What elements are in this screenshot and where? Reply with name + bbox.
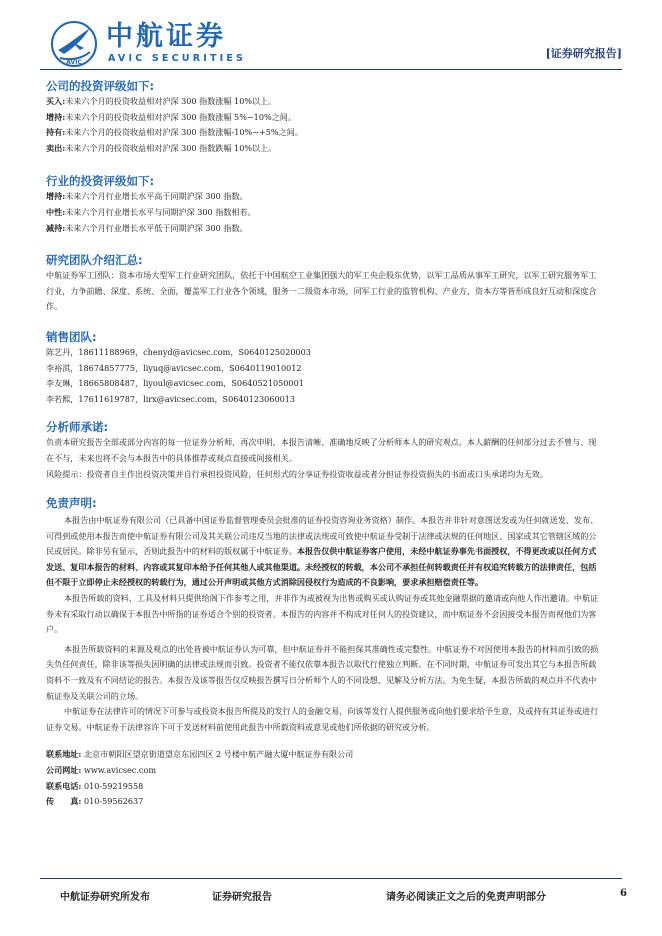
- rating-line: 中性:未来六个月行业增长水平与同期沪深 300 指数相若。: [46, 206, 256, 217]
- avic-logo-icon: [50, 20, 98, 68]
- text-line: 券未有采取行动以确保于本报告中所指的证券适合个别的投资者。本报告的内容并不构成对任何人的投资建议，而中航证券不会因接受本报告而视他们为客: [46, 608, 597, 619]
- text-line: 但不限于立即停止未经授权的转载行为，通过公开声明或其他方式消除因侵权行为造成的不良影响，要求承担赔偿责任等。: [46, 577, 484, 588]
- footer-publisher: 中航证券研究所发布: [60, 892, 150, 903]
- sales-member: 李友琳，18665808487，liyoul@avicsec.com，S0640521050001: [46, 378, 304, 389]
- text-line: 行业，力争前瞻、深度、系统、全面，覆盖军工行业各个领域，服务一二级资本市场，同军工行业的监管机构、产业方、资本方等皆形成良好互动和深度合: [46, 285, 597, 296]
- section-title: 免责声明:: [46, 496, 97, 511]
- contact-section: [46, 747, 618, 809]
- section-title: 公司的投资评级如下:: [46, 79, 155, 93]
- rating-line: 减持:未来六个月行业增长水平低于同期沪深 300 指数。: [46, 222, 248, 233]
- page-content: [46, 78, 618, 810]
- logo-badge-text: AVIC: [66, 59, 82, 66]
- text-line: 资料不一致及有不同结论的报告。本报告及该等报告仅反映报告撰写日分析师个人的不同设想、见解及分析方法。为免生疑，本报告所载的观点并不代表中: [46, 675, 597, 686]
- text-line: 民或居民。除非另有显示，否则此报告中的材料的版权属于中航证券。本报告仅供中航证券客户使用，未经中航证券事先书面授权，不得更改或以任何方式: [46, 546, 597, 557]
- section-title: 分析师承诺:: [46, 420, 109, 435]
- sales-member: 李若熙，17611619787，lirx@avicsec.com，S0640123060013: [46, 393, 296, 404]
- rating-line: 卖出:未来六个月的投资收益相对沪深 300 指数跌幅 10%以上。: [46, 142, 277, 153]
- section-title: 行业的投资评级如下:: [46, 174, 155, 189]
- text-line: 失负任何责任，除非该等损失因明确的法律或法规而引致。投资者不能仅依靠本报告以取代行使独立判断。在不同时期，中航证券可发出其它与本报告所载: [46, 659, 597, 670]
- text-line: 本报告所载资料的来源及观点的出处皆被中航证券认为可靠，但中航证券并不能担保其准确性或完整性。中航证券不对因使用本报告的材料而引致的损: [64, 643, 599, 654]
- contact-phone: 联系电话: 010-59219558: [46, 780, 144, 791]
- contact-fax: 传 真: 010-59562637: [46, 796, 144, 807]
- rating-line: 增持:未来六个月的投资收益相对沪深 300 指数涨幅 5%~10%之间。: [46, 111, 296, 122]
- page-header: [0, 0, 662, 74]
- footer-notice: 请务必阅读正文之后的免责声明部分: [386, 892, 546, 903]
- rating-line: 增持:未来六个月行业增长水平高于同期沪深 300 指数。: [46, 191, 248, 202]
- text-line: 户。: [46, 624, 63, 635]
- company-rating-section: [46, 78, 618, 156]
- sales-member: 陈艺丹，18611188969，chenyd@avicsec.com，S0640125020003: [46, 346, 311, 357]
- footer-doc-type: 证券研究报告: [212, 892, 272, 903]
- text-line: 可得到或使用本报告而使中航证券有限公司及其关联公司违反当地的法律或法规或可致使中航证券受制于法律或法规的任何地区、国家或其它管辖区域的公: [46, 530, 597, 541]
- sales-member: 李裕淇，18674857775，liyuq@avicsec.com，S0640119010012: [46, 362, 302, 373]
- header-divider: [40, 69, 622, 70]
- rating-line: 买入:未来六个月的投资收益相对沪深 300 指数涨幅 10%以上。: [46, 96, 277, 106]
- text-line: 作。: [46, 301, 63, 312]
- text-line: 航证券及关联公司的立场。: [46, 690, 144, 701]
- text-line: 发送、复印本报告的材料、内容或其复印本给予任何其他人或其他渠道。未经授权的转载，本公司不承担任何转载责任并有权追究转载方的法律责任，包括: [46, 561, 597, 572]
- section-title: 研究团队介绍汇总:: [46, 253, 143, 268]
- text-line: 负责本研究报告全部或部分内容的每一位证券分析师，再次申明，本报告清晰、准确地反映了分析师本人的研究观点。本人薪酬的任何部分过去不曾与、现: [46, 437, 597, 448]
- report-type-tag: [证券研究报告]: [545, 47, 622, 60]
- text-line: 本报告所载的资料、工具及材料只提供给阁下作参考之用，并非作为或被视为出售或购买或认购证券或其他金融票据的邀请或向他人作出邀请。中航证: [64, 593, 599, 604]
- text-line: 在不与，未来也将不会与本报告中的具体推荐或观点直接或间接相关。: [46, 452, 297, 463]
- contact-address: 联系地址: 北京市朝阳区望京街道望京东园四区 2 号楼中航产融大厦中航证券有限公司: [46, 749, 354, 760]
- contact-website: 公司网址: www.avicsec.com: [46, 765, 156, 775]
- footer-divider: [40, 878, 622, 879]
- industry-rating-section: [46, 173, 618, 236]
- analyst-pledge-section: [46, 419, 618, 482]
- text-line: 中航证券军工团队：资本市场大型军工行业研究团队，依托于中国航空工业集团强大的军工央企股东优势，以军工品质从事军工研究，以军工研究服务军工: [46, 270, 597, 281]
- risk-warning: 风险提示：投资者自主作出投资决策并自行承担投资风险，任何形式的分享证券投资收益或者分担证券投资损失的书面或口头承诺均为无效。: [46, 468, 548, 479]
- section-title: 销售团队:: [46, 329, 97, 344]
- logo-english-name: AVIC SECURITIES: [108, 53, 247, 64]
- sales-team-section: [46, 329, 618, 407]
- disclaimer-section: [46, 495, 618, 735]
- text-line: 本报告由中航证券有限公司（已具备中国证券监督管理委员会批准的证券投资咨询业务资格）制作。本报告并非针对意图送发或为任何就送发、发布、: [64, 515, 599, 526]
- text-line: 中航证券在法律许可的情况下可参与或投资本报告所提及的发行人的金融交易，向该等发行人提供服务或向他们要求给予生意，及或持有其证券或进行: [64, 706, 599, 717]
- rating-line: 持有:未来六个月的投资收益相对沪深 300 指数涨幅-10%~+5%之间。: [46, 127, 303, 138]
- text-line: 证券交易。中航证券于法律容许下可于发送材料前使用此报告中所载资料或意见或他们所依据的研究或分析。: [46, 721, 435, 732]
- research-team-section: [46, 252, 618, 315]
- logo-chinese-name: 中航证券: [106, 21, 226, 52]
- page-number: 6: [620, 888, 627, 899]
